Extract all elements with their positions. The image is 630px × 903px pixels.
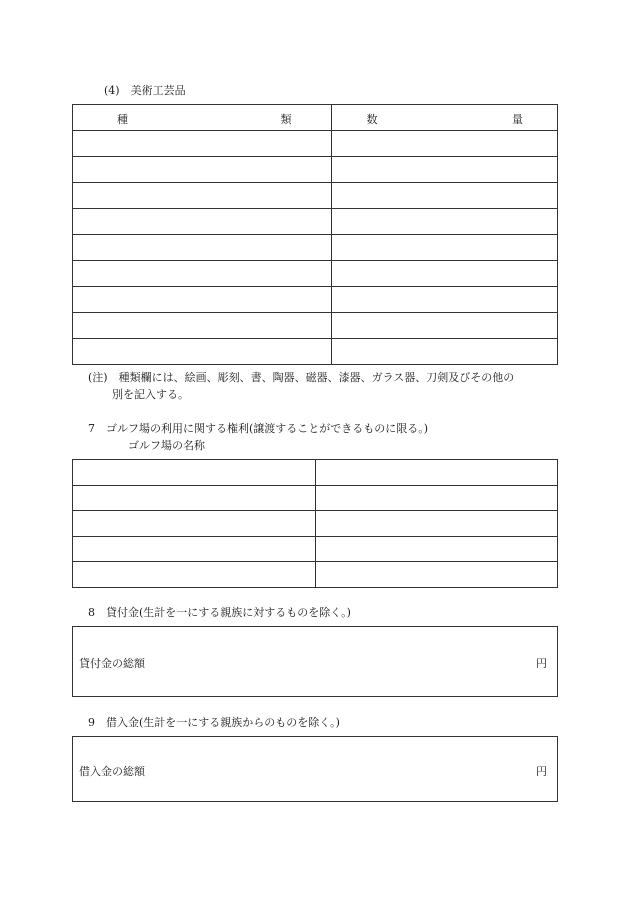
table-cell[interactable] bbox=[332, 157, 558, 183]
table-cell[interactable] bbox=[332, 183, 558, 209]
section4-note-line2: 別を記入する。 bbox=[112, 388, 189, 401]
loans-receivable-label: 貸付金の総額 bbox=[79, 657, 145, 670]
table-cell[interactable] bbox=[332, 209, 558, 235]
table-row bbox=[73, 209, 558, 235]
borrowings-label: 借入金の総額 bbox=[79, 765, 145, 778]
table-row bbox=[73, 485, 558, 511]
section9-heading: 9 借入金(生計を一にする親族からのものを除く。) bbox=[88, 716, 340, 729]
table-cell[interactable] bbox=[315, 460, 558, 486]
golf-rights-table bbox=[72, 459, 558, 588]
header-quantity bbox=[332, 105, 558, 131]
table-row bbox=[73, 536, 558, 562]
table-cell[interactable] bbox=[332, 313, 558, 339]
table-cell[interactable] bbox=[73, 235, 332, 261]
table-cell[interactable] bbox=[315, 562, 558, 588]
section4-heading: (4) 美術工芸品 bbox=[104, 84, 186, 97]
loans-receivable-box bbox=[72, 626, 558, 697]
table-row bbox=[73, 261, 558, 287]
table-cell[interactable] bbox=[73, 131, 332, 157]
table-cell[interactable] bbox=[332, 339, 558, 365]
table-row bbox=[73, 339, 558, 365]
section8-heading: 8 貸付金(生計を一にする親族に対するものを除く。) bbox=[88, 606, 351, 619]
table-row bbox=[73, 287, 558, 313]
table-row bbox=[73, 157, 558, 183]
table-row bbox=[73, 235, 558, 261]
table-header-row bbox=[73, 105, 558, 131]
table-cell[interactable] bbox=[73, 209, 332, 235]
table-cell[interactable] bbox=[73, 339, 332, 365]
table-cell[interactable] bbox=[315, 536, 558, 562]
loans-receivable-unit: 円 bbox=[536, 657, 547, 670]
table-row bbox=[73, 562, 558, 588]
table-row bbox=[73, 511, 558, 537]
header-qty-left: 数 bbox=[366, 113, 378, 126]
table-cell[interactable] bbox=[73, 511, 316, 537]
section4-note-line1: (注) 種類欄には、絵画、彫刻、書、陶器、磁器、漆器、ガラス器、刀剣及びその他の bbox=[88, 371, 515, 384]
table-row bbox=[73, 131, 558, 157]
section7-heading: 7 ゴルフ場の利用に関する権利(譲渡することができるものに限る。) bbox=[88, 422, 429, 435]
table-row bbox=[73, 313, 558, 339]
table-cell[interactable] bbox=[73, 460, 316, 486]
borrowings-box bbox=[72, 736, 558, 802]
table-cell[interactable] bbox=[315, 485, 558, 511]
header-qty-right: 量 bbox=[512, 113, 523, 126]
table-cell[interactable] bbox=[73, 261, 332, 287]
table-cell[interactable] bbox=[332, 131, 558, 157]
table-cell[interactable] bbox=[332, 261, 558, 287]
table-cell[interactable] bbox=[73, 183, 332, 209]
table-row bbox=[73, 183, 558, 209]
table-cell[interactable] bbox=[73, 536, 316, 562]
table-cell[interactable] bbox=[73, 287, 332, 313]
header-kind-right: 類 bbox=[280, 113, 292, 126]
header-kind-left: 種 bbox=[117, 113, 128, 126]
table-row bbox=[73, 460, 558, 486]
borrowings-unit: 円 bbox=[536, 765, 547, 778]
art-crafts-table bbox=[72, 104, 558, 365]
table-cell[interactable] bbox=[73, 313, 332, 339]
header-kind bbox=[73, 105, 332, 131]
table-cell[interactable] bbox=[332, 235, 558, 261]
table-cell[interactable] bbox=[315, 511, 558, 537]
table-cell[interactable] bbox=[73, 485, 316, 511]
table-cell[interactable] bbox=[332, 287, 558, 313]
table-cell[interactable] bbox=[73, 562, 316, 588]
section7-subheading: ゴルフ場の名称 bbox=[128, 439, 205, 452]
table-cell[interactable] bbox=[73, 157, 332, 183]
